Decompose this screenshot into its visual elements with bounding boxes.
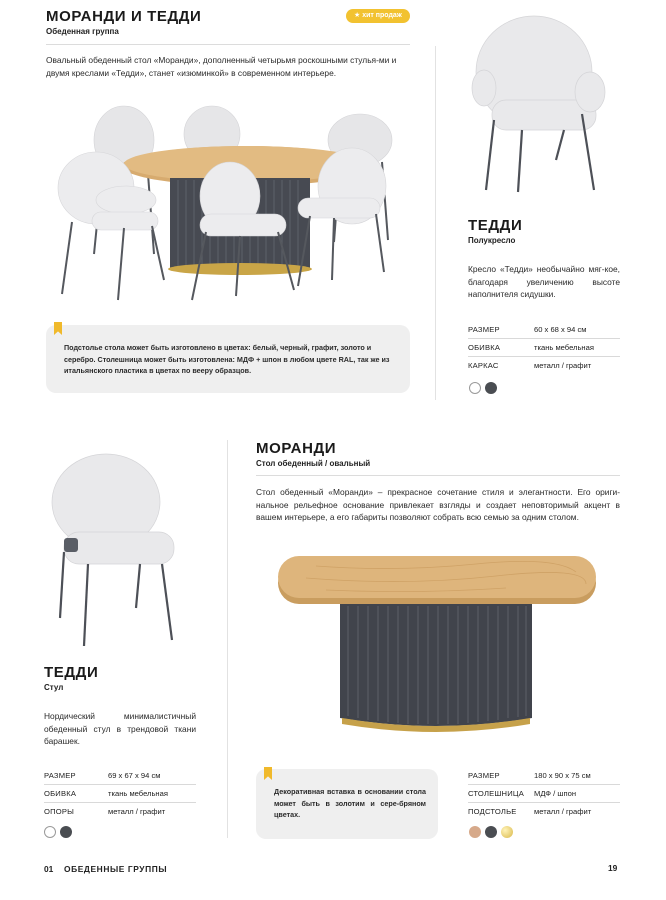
color-swatch-gold[interactable] bbox=[501, 826, 513, 838]
group-note-text: Подстолье стола может быть изготовлено в цветах: белый, черный, графит, золото и серебро. Столешница может быть изготовлена: МДФ + шпон в любом цвете RAL, так же из итальянского пластика в цветах по вееру образцов. bbox=[64, 343, 390, 376]
armchair-subtitle: Полукресло bbox=[468, 236, 516, 245]
spec-value: ткань мебельная bbox=[534, 343, 594, 352]
spec-row bbox=[44, 803, 196, 821]
spec-value: ткань мебельная bbox=[108, 789, 168, 798]
page-number: 19 bbox=[608, 863, 618, 873]
chair-subtitle: Стул bbox=[44, 683, 64, 692]
bestseller-badge: ★ хит продаж bbox=[346, 9, 410, 23]
table-description: Стол обеденный «Моранди» – прекрасное сочетание стиля и элегантности. Его ориги-нальное рельефное основание привлекает взгляды и создает неповторимый акцент в вашем интерьере, а его габариты позволяют собрать всю семью за одним столом. bbox=[256, 487, 620, 523]
spec-label: РАЗМЕР bbox=[468, 771, 500, 780]
spec-label: ПОДСТОЛЬЕ bbox=[468, 807, 517, 816]
spec-label: ОБИВКА bbox=[468, 343, 501, 352]
color-swatch-rose-gold[interactable] bbox=[469, 826, 481, 838]
dining-group-image bbox=[52, 104, 400, 304]
color-swatch-white[interactable] bbox=[44, 826, 56, 838]
color-swatch-white[interactable] bbox=[469, 382, 481, 394]
group-description: Овальный обеденный стол «Моранди», дополненный четырьмя роскошными стулья-ми и двумя креслами «Тедди», станет «изюминкой» в современном интерьере. bbox=[46, 55, 397, 78]
spec-row bbox=[468, 803, 620, 821]
armchair-specs bbox=[468, 321, 620, 377]
spec-value: 180 x 90 x 75 см bbox=[534, 771, 591, 780]
section-number: 01 bbox=[44, 864, 54, 874]
table-title: МОРАНДИ bbox=[256, 440, 337, 457]
group-divider bbox=[46, 44, 410, 45]
spec-row bbox=[468, 767, 620, 785]
spec-value: 69 x 67 x 94 см bbox=[108, 771, 161, 780]
spec-value: металл / графит bbox=[534, 807, 592, 816]
column-divider bbox=[435, 46, 436, 400]
column-divider bbox=[227, 440, 228, 838]
color-swatch-graphite[interactable] bbox=[485, 826, 497, 838]
spec-label: ОБИВКА bbox=[44, 789, 77, 798]
armchair-title: ТЕДДИ bbox=[468, 217, 523, 234]
spec-row bbox=[468, 339, 620, 357]
spec-label: РАЗМЕР bbox=[44, 771, 76, 780]
chair-description: Нордический минималистичный обеденный стул в трендовой ткани барашек. bbox=[44, 711, 196, 747]
group-title: МОРАНДИ И ТЕДДИ bbox=[46, 8, 202, 25]
spec-row bbox=[44, 785, 196, 803]
chair-specs bbox=[44, 767, 196, 823]
section-title: ОБЕДЕННЫЕ ГРУППЫ bbox=[64, 864, 168, 874]
spec-value: 60 x 68 x 94 см bbox=[534, 325, 587, 334]
table-specs bbox=[468, 767, 620, 823]
armchair-image bbox=[470, 14, 610, 194]
chair-title: ТЕДДИ bbox=[44, 664, 99, 681]
table-image bbox=[276, 542, 598, 734]
spec-row bbox=[468, 785, 620, 803]
table-subtitle: Стол обеденный / овальный bbox=[256, 459, 371, 468]
spec-label: ОПОРЫ bbox=[44, 807, 75, 816]
chair-image bbox=[44, 452, 184, 648]
table-note-text: Декоративная вставка в основании стола может быть в золотим и сере-бряном цветах. bbox=[274, 787, 426, 820]
spec-value: металл / графит bbox=[108, 807, 166, 816]
spec-value: металл / графит bbox=[534, 361, 592, 370]
color-swatch-graphite[interactable] bbox=[485, 382, 497, 394]
spec-label: КАРКАС bbox=[468, 361, 499, 370]
spec-row bbox=[468, 321, 620, 339]
color-swatch-graphite[interactable] bbox=[60, 826, 72, 838]
spec-label: РАЗМЕР bbox=[468, 325, 500, 334]
spec-row bbox=[468, 357, 620, 375]
armchair-description: Кресло «Тедди» необычайно мяг-кое, благодаря увеличению высоте наполнителя сидушки. bbox=[468, 264, 620, 300]
table-divider bbox=[256, 475, 620, 476]
spec-label: СТОЛЕШНИЦА bbox=[468, 789, 524, 798]
spec-row bbox=[44, 767, 196, 785]
spec-value: МДФ / шпон bbox=[534, 789, 577, 798]
group-subtitle: Обеденная группа bbox=[46, 27, 119, 36]
